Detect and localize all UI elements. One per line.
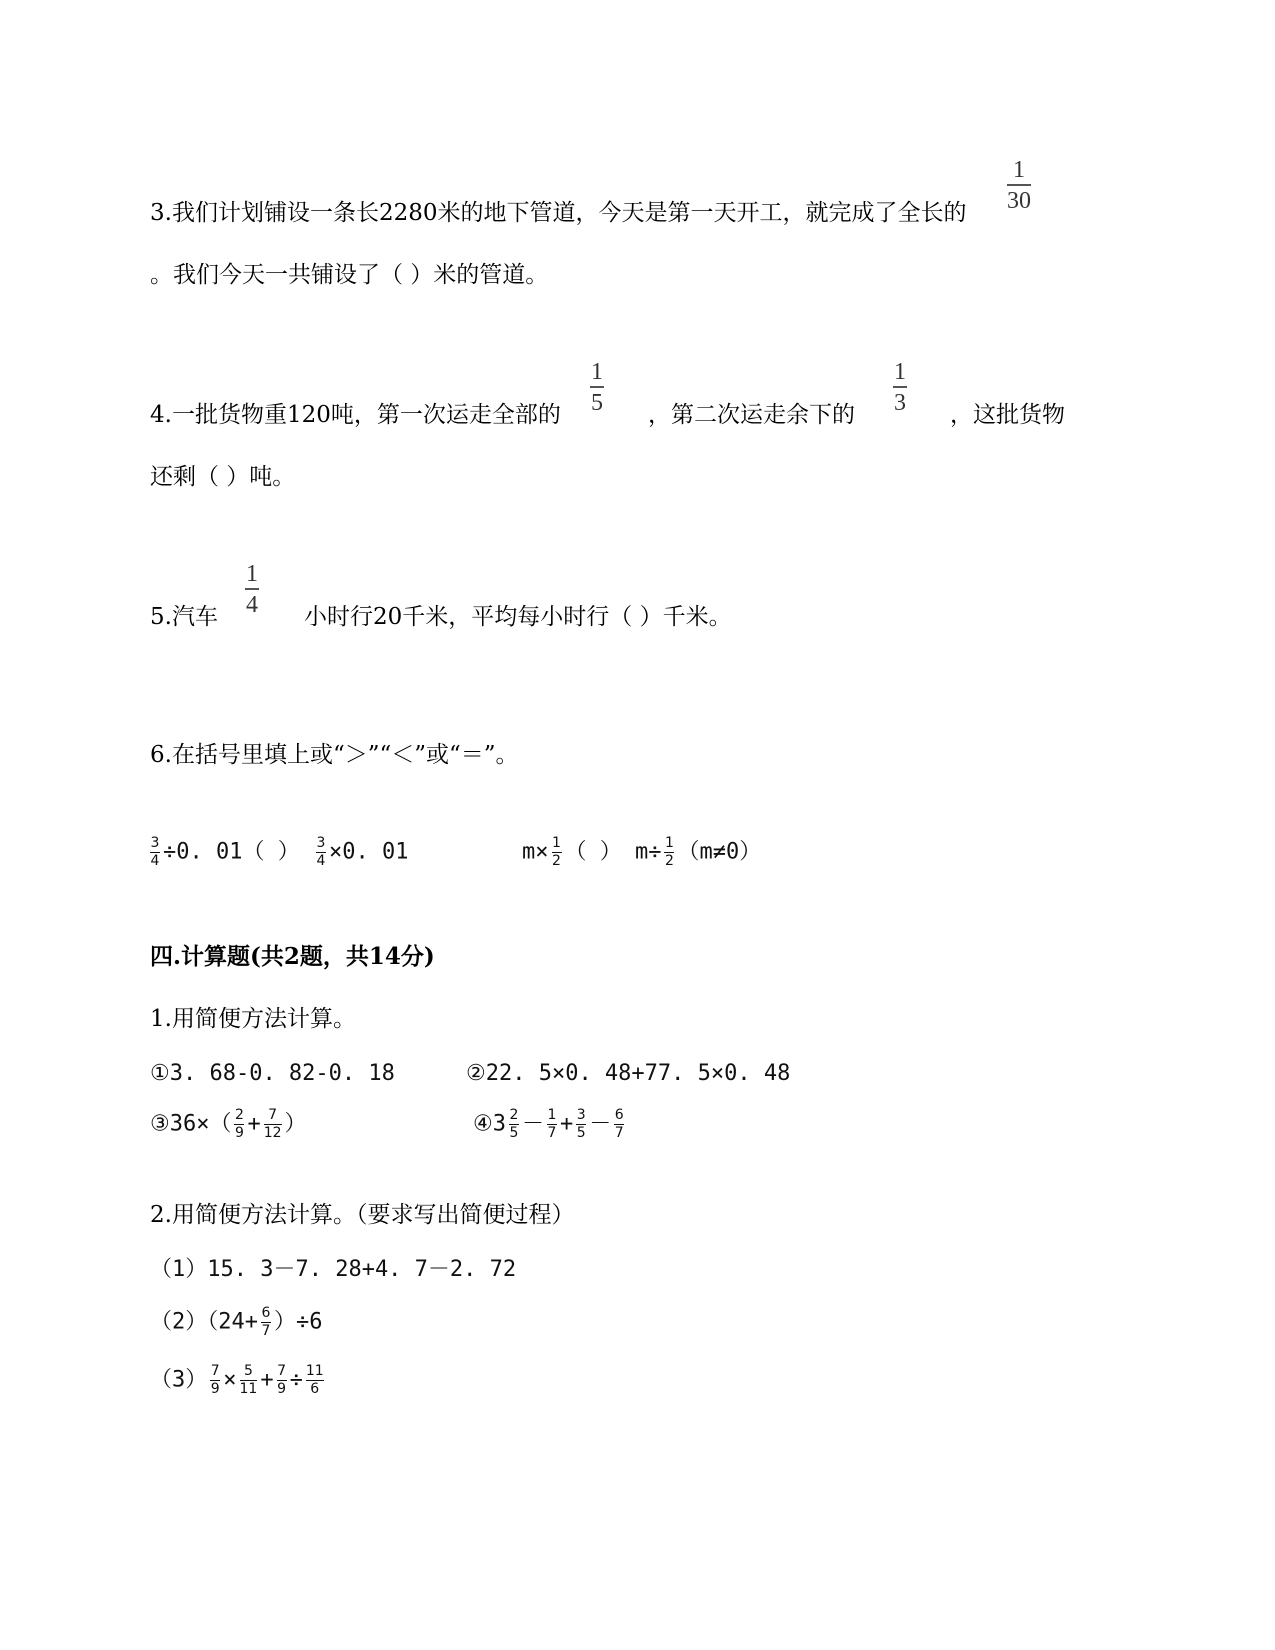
q4-part2: ，第二次运走余下的 — [648, 402, 855, 428]
q4-part3: ，这批货物 — [950, 402, 1065, 428]
s4-q2-part-3: （3） $\frac{7}{9}$ × $\frac{5}{11}$ + $\frac{7}{9}$ ÷ $\frac{11}{6}$ — [150, 1363, 324, 1398]
s4-q2-text: 2.用简便方法计算。（要求写出简便过程） — [150, 1202, 575, 1228]
q5-part1: 5.汽车 — [150, 604, 218, 630]
q6-expression-1: $\frac{3}{4}$ ÷0. 01（ ） $\frac{3}{4}$ ×0. 01 — [150, 835, 409, 870]
q4-fraction-1 — [590, 360, 604, 415]
section-4-title: 四.计算题(共2题，共14分) — [150, 943, 435, 970]
q3-line1: 3.我们计划铺设一条长2280米的地下管道，今天是第一天开工，就完成了全长的 — [150, 200, 967, 226]
s4-q1-text: 1.用简便方法计算。 — [150, 1006, 356, 1032]
q5-part2: 小时行20千米，平均每小时行（ ）千米。 — [304, 604, 732, 630]
q4-part1: 4.一批货物重120吨，第一次运走全部的 — [150, 402, 561, 428]
q3-line2: 。我们今天一共铺设了（ ）米的管道。 — [150, 262, 549, 288]
q4-line2: 还剩（ ）吨。 — [150, 464, 296, 490]
fraction-numerator: 1 — [894, 359, 906, 385]
q6-text: 6.在括号里填上或“＞”“＜”或“＝”。 — [150, 742, 519, 768]
q6-expression-2: m× $\frac{1}{2}$ （ ） m÷ $\frac{1}{2}$ （m≠0） — [522, 835, 762, 870]
s4-q1-expr-1: ①3. 68-0. 82-0. 18 — [150, 1061, 395, 1086]
q4-fraction-2 — [893, 360, 907, 415]
s4-q1-expr-3: ③36×（ $\frac{2}{9}$ + $\frac{7}{12}$ ） — [150, 1107, 307, 1142]
s4-q1-expr-4: ④3 $\frac{2}{5}$ － $\frac{1}{7}$ + $\frac{3}{5}$ － $\frac{6}{7}$ — [473, 1107, 624, 1142]
s4-q1-expr-2: ②22. 5×0. 48+77. 5×0. 48 — [466, 1061, 791, 1086]
s4-q2-part-1: （1）15. 3－7. 28+4. 7－2. 72 — [150, 1257, 517, 1282]
s4-q2-part-2: （2）（24+ $\frac{6}{7}$ ）÷6 — [150, 1305, 323, 1340]
fraction-numerator: 1 — [246, 561, 258, 587]
fraction-numerator: 1 — [591, 359, 603, 385]
fraction-numerator: 1 — [1013, 157, 1025, 183]
fraction-denominator: 5 — [591, 389, 603, 416]
q5-fraction — [245, 562, 259, 617]
fraction-denominator: 4 — [246, 591, 258, 618]
q3-fraction — [1007, 158, 1031, 213]
fraction-denominator: 30 — [1007, 187, 1031, 214]
fraction-denominator: 3 — [894, 389, 906, 416]
